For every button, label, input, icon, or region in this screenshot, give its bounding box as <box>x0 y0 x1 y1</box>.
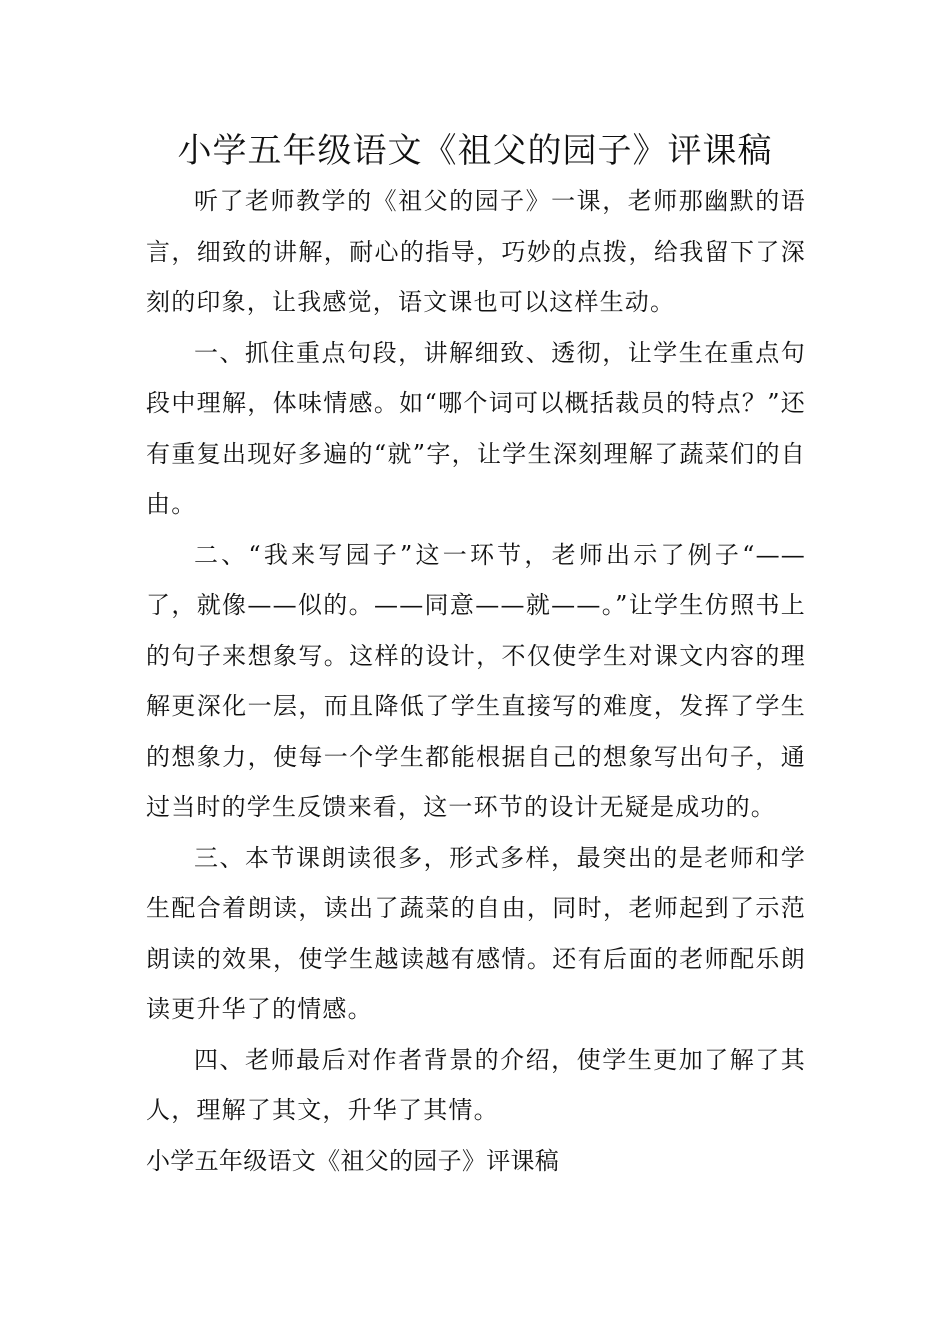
paragraph-intro: 听了老师教学的《祖父的园子》一课，老师那幽默的语言，细致的讲解，耐心的指导，巧妙的点拨，给我留下了深刻的印象，让我感觉，语文课也可以这样生动。 <box>146 187 806 316</box>
document-footer-title: 小学五年级语文《祖父的园子》评课稿 <box>146 1146 560 1175</box>
paragraph-point-two: 二、“我来写园子”这一环节，老师出示了例子“——了，就像——似的。——同意——就——。”让学生仿照书上的句子来想象写。这样的设计，不仅使学生对课文内容的理解更深化一层，而且降低了学生直接写的难度，发挥了学生的想象力，使每一个学生都能根据自己的想象写出句子，通过当时的学生反馈来看，这一环节的设计无疑是成功的。 <box>146 540 806 821</box>
paragraph-point-one: 一、抓住重点句段，讲解细致、透彻，让学生在重点句段中理解，体味情感。如“哪个词可以概括裁员的特点？”还有重复出现好多遍的“就”字，让学生深刻理解了蔬菜们的自由。 <box>146 338 806 518</box>
document-body <box>146 176 806 1186</box>
paragraph-point-three: 三、本节课朗读很多，形式多样，最突出的是老师和学生配合着朗读，读出了蔬菜的自由，同时，老师起到了示范朗读的效果，使学生越读越有感情。还有后面的老师配乐朗读更升华了的情感。 <box>146 843 806 1023</box>
paragraph-point-four: 四、老师最后对作者背景的介绍，使学生更加了解了其人，理解了其文，升华了其情。 <box>146 1045 806 1124</box>
document-title: 小学五年级语文《祖父的园子》评课稿 <box>177 131 773 171</box>
